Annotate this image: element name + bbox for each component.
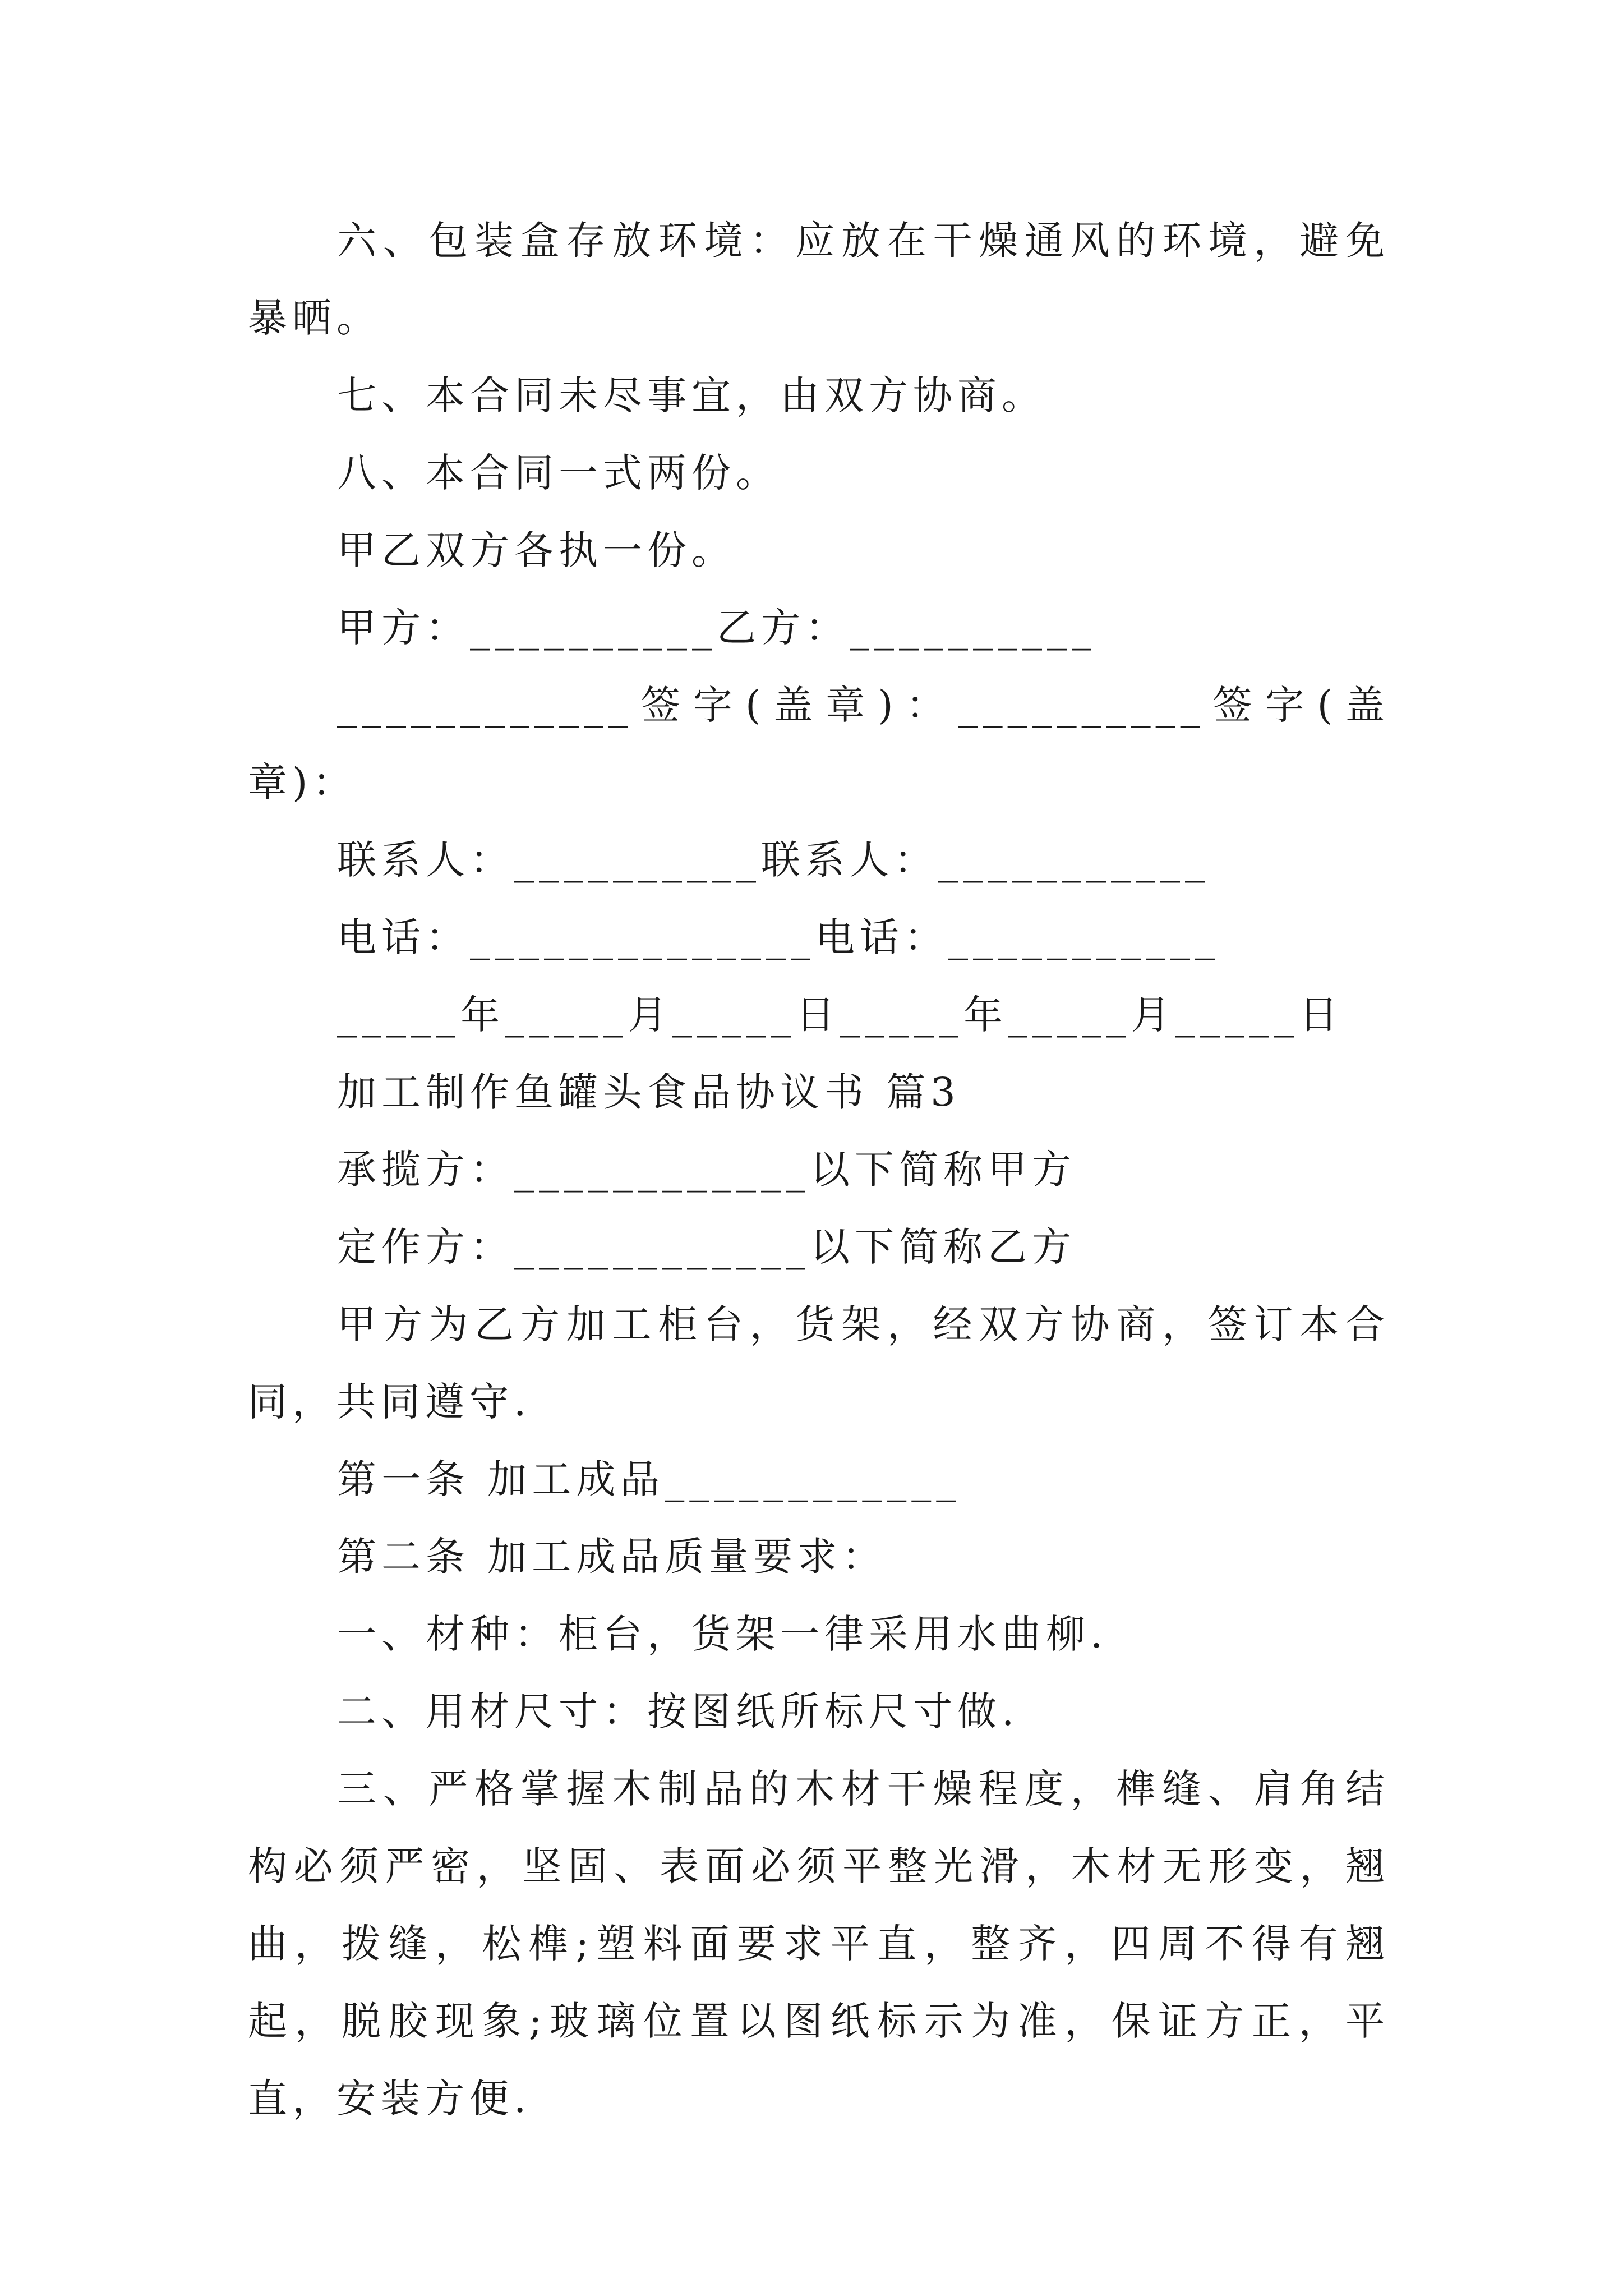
article-two: 第二条 加工成品质量要求： [337, 1534, 887, 1580]
contractor-line: 承揽方：____________以下简称甲方 [337, 1147, 1076, 1193]
signature-seal-line: ____________签字(盖章)：__________签字(盖章)： [248, 682, 1390, 806]
item-material-size: 二、用材尺寸：按图纸所标尺寸做. [337, 1688, 1020, 1734]
paragraph-unfinished-matters: 七、本合同未尽事宜，由双方协商。 [337, 372, 1046, 418]
item-material-type: 一、材种：柜台，货架一律采用水曲柳. [337, 1611, 1108, 1657]
signature-phone-line: 电话：______________电话：___________ [337, 914, 1220, 960]
item-quality-control: 三、严格掌握木制品的木材干燥程度，榫缝、肩角结构必须严密，坚固、表面必须平整光滑，木材无形变，翘曲，拨缝，松榫;塑料面要求平直，整齐，四周不得有翘起，脱胶现象;玻璃位置以图纸标示为准，保证方正，平直，安装方便. [248, 1766, 1390, 2122]
paragraph-two-copies: 八、本合同一式两份。 [337, 450, 780, 496]
paragraph-each-holds-one: 甲乙双方各执一份。 [337, 527, 736, 573]
article-one: 第一条 加工成品____________ [337, 1456, 961, 1502]
document-page [248, 202, 1390, 2137]
paragraph-agreement-intro: 甲方为乙方加工柜台，货架，经双方协商，签订本合同，共同遵守. [248, 1301, 1390, 1425]
section-title: 加工制作鱼罐头食品协议书 篇3 [337, 1069, 961, 1115]
signature-date-line: _____年_____月_____日_____年_____月_____日 [337, 992, 1343, 1038]
paragraph-storage-environment: 六、包装盒存放环境：应放在干燥通风的环境，避免暴晒。 [248, 218, 1390, 341]
orderer-line: 定作方：____________以下简称乙方 [337, 1224, 1076, 1270]
signature-contact-line: 联系人：__________联系人：___________ [337, 837, 1210, 883]
signature-party-line: 甲方：__________乙方：__________ [337, 605, 1096, 651]
